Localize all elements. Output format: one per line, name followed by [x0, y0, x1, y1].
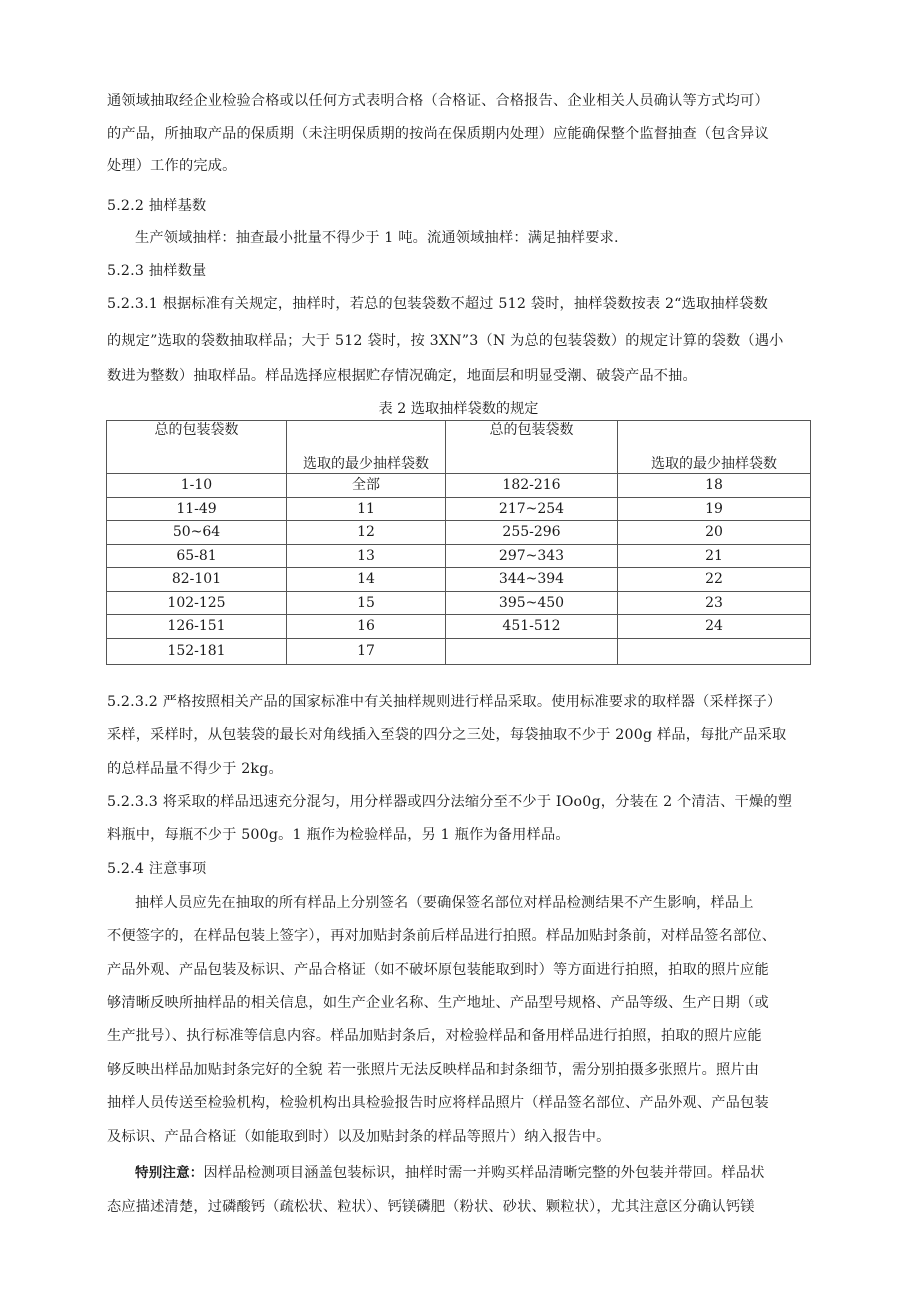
table-cell: 17 [287, 638, 446, 664]
table-cell: 20 [618, 521, 811, 545]
table-cell: 217~254 [446, 497, 618, 521]
table-cell: 全部 [287, 474, 446, 498]
section-524-line-5: 生产批号）、执行标准等信息内容。样品加贴封条后，对检验样品和备用样品进行拍照，拍取的照片应能 [107, 1028, 762, 1044]
section-5233-line-1: 5.2.3.3 将采取的样品迅速充分混匀，用分样器或四分法缩分至不少于 IOo0g，分装在 2 个清洁、干燥的塑 [107, 794, 793, 810]
table-cell [446, 638, 618, 664]
special-note-line-1 [135, 1164, 765, 1182]
header-total-bags-1: 总的包装袋数 [107, 421, 287, 474]
section-524-line-6: 够反映出样品加贴封条完好的全貌 若一张照片无法反映样品和封条细节，需分别拍摄多张照片。照片由 [107, 1062, 760, 1078]
table-cell: 19 [618, 497, 811, 521]
section-524-line-1: 抽样人员应先在抽取的所有样品上分别签名（要确保签名部位对样品检测结果不产生影响，样品上 [135, 895, 754, 911]
header-total-bags-2: 总的包装袋数 [446, 421, 618, 474]
section-522-heading: 5.2.2 抽样基数 [107, 198, 207, 214]
table-row [107, 544, 811, 568]
table-cell: 451-512 [446, 615, 618, 639]
table-cell: 126-151 [107, 615, 287, 639]
table-row [107, 474, 811, 498]
table-cell: 15 [287, 591, 446, 615]
table-cell: 24 [618, 615, 811, 639]
header-min-sample-bags-1: 选取的最少抽样袋数 [287, 421, 446, 474]
table-cell: 297~343 [446, 544, 618, 568]
table-cell: 255-296 [446, 521, 618, 545]
section-5231-line-3: 数进为整数）抽取样品。样品选择应根据贮存情况确定，地面层和明显受潮、破袋产品不抽。 [107, 368, 697, 384]
table-cell: 395~450 [446, 591, 618, 615]
sampling-bags-table [106, 420, 811, 665]
table-cell: 11-49 [107, 497, 287, 521]
section-522-body: 生产领域抽样：抽查最小批量不得少于 1 吨。流通领域抽样：满足抽样要求. [135, 230, 619, 246]
table-cell: 344~394 [446, 568, 618, 592]
table-cell: 152-181 [107, 638, 287, 664]
section-5232-line-2: 采样，采样时，从包装袋的最长对角线插入至袋的四分之三处，每袋抽取不少于 200g 样品，每批产品采取 [107, 727, 787, 743]
table-cell: 102-125 [107, 591, 287, 615]
section-524-heading: 5.2.4 注意事项 [107, 861, 207, 877]
section-524-line-2: 不便签字的，在样品包装上签字），再对加贴封条前后样品进行拍照。样品加贴封条前，对样品签名部位、 [107, 928, 777, 944]
special-note-label: 特别注意： [135, 1165, 204, 1181]
table-caption: 表 2 选取抽样袋数的规定 [378, 401, 539, 417]
table-cell [618, 638, 811, 664]
table-cell: 18 [618, 474, 811, 498]
table-cell: 182-216 [446, 474, 618, 498]
table-cell: 1-10 [107, 474, 287, 498]
table-row [107, 497, 811, 521]
table-header-row [107, 421, 811, 474]
table-row [107, 638, 811, 664]
intro-line-3: 处理）工作的完成。 [107, 158, 237, 174]
table-row [107, 591, 811, 615]
intro-line-1: 通领域抽取经企业检验合格或以任何方式表明合格（合格证、合格报告、企业相关人员确认等方式均可） [107, 93, 769, 109]
special-note-text: 因样品检测项目涵盖包装标识，抽样时需一并购买样品清晰完整的外包装并带回。样品状 [203, 1165, 765, 1181]
table-cell: 50~64 [107, 521, 287, 545]
section-5232-line-1: 5.2.3.2 严格按照相关产品的国家标准中有关抽样规则进行样品采取。使用标准要求的取样器（采样探子） [107, 694, 782, 710]
intro-line-2: 的产品，所抽取产品的保质期（未注明保质期的按尚在保质期内处理）应能确保整个监督抽查（包含异议 [107, 126, 769, 142]
section-5231-line-2: 的规定”选取的袋数抽取样品；大于 512 袋时，按 3XN”3（N 为总的包装袋数）的规定计算的袋数（遇小 [107, 333, 784, 349]
table-cell: 16 [287, 615, 446, 639]
table-cell: 23 [618, 591, 811, 615]
table-cell: 82-101 [107, 568, 287, 592]
section-524-line-7: 抽样人员传送至检验机构，检验机构出具检验报告时应将样品照片（样品签名部位、产品外观、产品包装 [107, 1095, 769, 1111]
section-524-line-3: 产品外观、产品包装及标识、产品合格证（如不破坏原包装能取到时）等方面进行拍照，拍取的照片应能 [107, 962, 769, 978]
table-row [107, 568, 811, 592]
section-5232-line-3: 的总样品量不得少于 2kg。 [107, 761, 283, 777]
table-cell: 14 [287, 568, 446, 592]
header-min-sample-bags-2: 选取的最少抽样袋数 [618, 421, 811, 474]
special-note-line-2: 态应描述清楚，过磷酸钙（疏松状、粒状）、钙镁磷肥（粉状、砂状、颗粒状），尤其注意区分确认钙镁 [107, 1199, 755, 1215]
section-5233-line-2: 料瓶中，每瓶不少于 500g。1 瓶作为检验样品，另 1 瓶作为备用样品。 [107, 827, 570, 843]
section-524-line-4: 够清晰反映所抽样品的相关信息，如生产企业名称、生产地址、产品型号规格、产品等级、生产日期（或 [107, 995, 769, 1011]
table-cell: 12 [287, 521, 446, 545]
table-row [107, 521, 811, 545]
table-cell: 22 [618, 568, 811, 592]
table-cell: 11 [287, 497, 446, 521]
section-5231-line-1: 5.2.3.1 根据标准有关规定，抽样时，若总的包装袋数不超过 512 袋时，抽样袋数按表 2“选取抽样袋数 [107, 296, 768, 312]
table-cell: 21 [618, 544, 811, 568]
table-cell: 65-81 [107, 544, 287, 568]
table-row [107, 615, 811, 639]
section-523-heading: 5.2.3 抽样数量 [107, 263, 207, 279]
section-524-line-8: 及标识、产品合格证（如能取到时）以及加贴封条的样品等照片）纳入报告中。 [107, 1129, 611, 1145]
table-cell: 13 [287, 544, 446, 568]
